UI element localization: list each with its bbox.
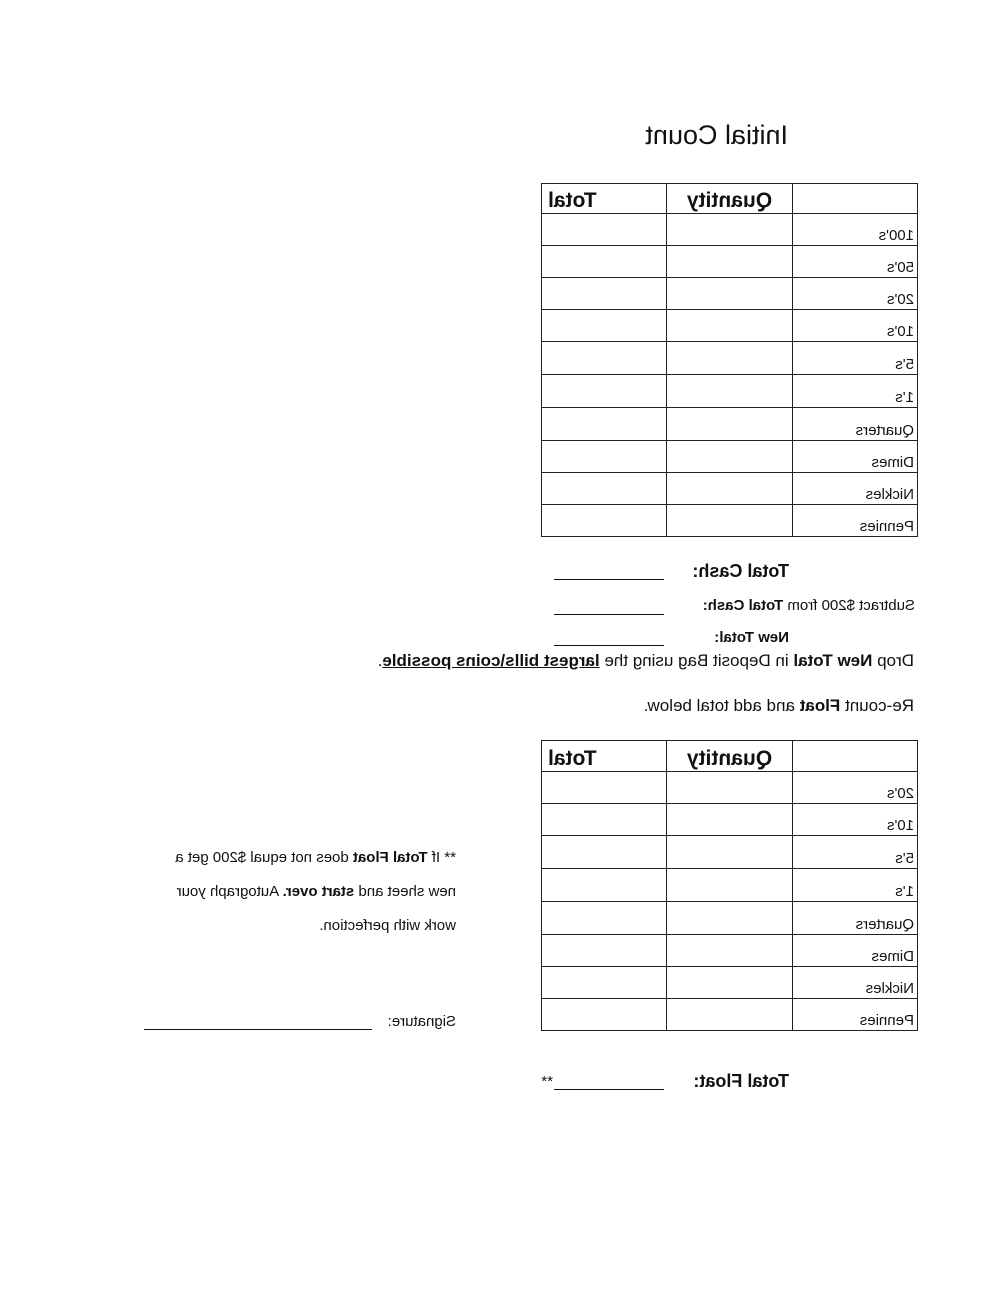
total-cell[interactable] — [542, 473, 667, 505]
denomination-row — [542, 473, 918, 505]
denomination-row — [542, 408, 918, 441]
denomination-row — [542, 505, 918, 537]
quantity-header: Quantity — [667, 741, 793, 772]
initial-count-table — [541, 183, 918, 537]
total-float-label: Total Float: — [693, 1071, 789, 1091]
denomination-label: 5's — [793, 342, 918, 375]
denomination-row — [542, 999, 918, 1031]
denomination-row — [542, 935, 918, 967]
quantity-cell[interactable] — [667, 278, 793, 310]
denomination-row — [542, 375, 918, 408]
header-row — [542, 741, 918, 772]
denomination-label: 1's — [793, 375, 918, 408]
denomination-label: Nickles — [793, 967, 918, 999]
quantity-cell[interactable] — [667, 935, 793, 967]
page-title: Initial Count — [645, 120, 788, 150]
denomination-row — [542, 967, 918, 999]
float-count-table — [541, 740, 918, 1031]
new-total-label: New Total: — [714, 629, 789, 646]
total-header: Total — [542, 184, 667, 214]
total-cell[interactable] — [542, 408, 667, 441]
blank-header — [793, 184, 918, 214]
note-line-3: work with perfection. — [319, 917, 456, 934]
total-float-line[interactable] — [554, 1089, 664, 1090]
total-cell[interactable] — [542, 836, 667, 869]
total-cell[interactable] — [542, 246, 667, 278]
total-cell[interactable] — [542, 935, 667, 967]
subtract-instruction: Subtract $200 from Total Cash: — [702, 597, 915, 614]
total-cell[interactable] — [542, 804, 667, 836]
new-total-line[interactable] — [554, 645, 664, 646]
denomination-label: Dimes — [793, 935, 918, 967]
total-cell[interactable] — [542, 441, 667, 473]
blank-header — [793, 741, 918, 772]
denomination-label: Quarters — [793, 408, 918, 441]
denomination-label: 100's — [793, 214, 918, 246]
quantity-cell[interactable] — [667, 214, 793, 246]
total-cell[interactable] — [542, 869, 667, 902]
quantity-cell[interactable] — [667, 310, 793, 342]
denomination-row — [542, 441, 918, 473]
recount-instruction: Re-count Float and add total below. — [643, 696, 914, 715]
quantity-cell[interactable] — [667, 836, 793, 869]
quantity-cell[interactable] — [667, 772, 793, 804]
signature-line[interactable] — [144, 1029, 372, 1030]
denomination-row — [542, 804, 918, 836]
quantity-cell[interactable] — [667, 408, 793, 441]
quantity-cell[interactable] — [667, 869, 793, 902]
note-line-1: ** If Total Float does not equal $200 get a — [175, 849, 456, 866]
denomination-label: 1's — [793, 869, 918, 902]
total-cell[interactable] — [542, 772, 667, 804]
quantity-cell[interactable] — [667, 999, 793, 1031]
denomination-label: Pennies — [793, 505, 918, 537]
total-cell[interactable] — [542, 967, 667, 999]
total-cell[interactable] — [542, 310, 667, 342]
note-line-2: new sheet and start over. Autograph your — [176, 883, 456, 900]
quantity-cell[interactable] — [667, 804, 793, 836]
denomination-row — [542, 902, 918, 935]
signature-label: Signature: — [387, 1013, 456, 1030]
total-cell[interactable] — [542, 278, 667, 310]
denomination-row — [542, 310, 918, 342]
denomination-label: 20's — [793, 278, 918, 310]
total-cell[interactable] — [542, 375, 667, 408]
quantity-cell[interactable] — [667, 902, 793, 935]
header-row — [542, 184, 918, 214]
subtract-line[interactable] — [554, 614, 664, 615]
total-cell[interactable] — [542, 342, 667, 375]
drop-instruction: Drop New Total in Deposit Bag using the largest bills\coins possible. — [377, 651, 914, 670]
quantity-cell[interactable] — [667, 967, 793, 999]
quantity-cell[interactable] — [667, 441, 793, 473]
total-cell[interactable] — [542, 999, 667, 1031]
total-cash-line[interactable] — [554, 579, 664, 580]
quantity-cell[interactable] — [667, 505, 793, 537]
denomination-label: Dimes — [793, 441, 918, 473]
quantity-cell[interactable] — [667, 375, 793, 408]
denomination-label: 5's — [793, 836, 918, 869]
total-cash-label: Total Cash: — [692, 561, 789, 581]
total-header: Total — [542, 741, 667, 772]
total-cell[interactable] — [542, 505, 667, 537]
denomination-row — [542, 869, 918, 902]
denomination-label: 20's — [793, 772, 918, 804]
denomination-label: 10's — [793, 310, 918, 342]
denomination-label: 50's — [793, 246, 918, 278]
denomination-row — [542, 342, 918, 375]
total-float-asterisks: ** — [541, 1073, 553, 1090]
quantity-cell[interactable] — [667, 246, 793, 278]
denomination-row — [542, 772, 918, 804]
quantity-cell[interactable] — [667, 342, 793, 375]
denomination-label: Nickles — [793, 473, 918, 505]
denomination-label: Quarters — [793, 902, 918, 935]
quantity-header: Quantity — [667, 184, 793, 214]
denomination-row — [542, 278, 918, 310]
denomination-label: Pennies — [793, 999, 918, 1031]
denomination-label: 10's — [793, 804, 918, 836]
total-cell[interactable] — [542, 902, 667, 935]
denomination-row — [542, 246, 918, 278]
denomination-row — [542, 836, 918, 869]
quantity-cell[interactable] — [667, 473, 793, 505]
denomination-row — [542, 214, 918, 246]
total-cell[interactable] — [542, 214, 667, 246]
